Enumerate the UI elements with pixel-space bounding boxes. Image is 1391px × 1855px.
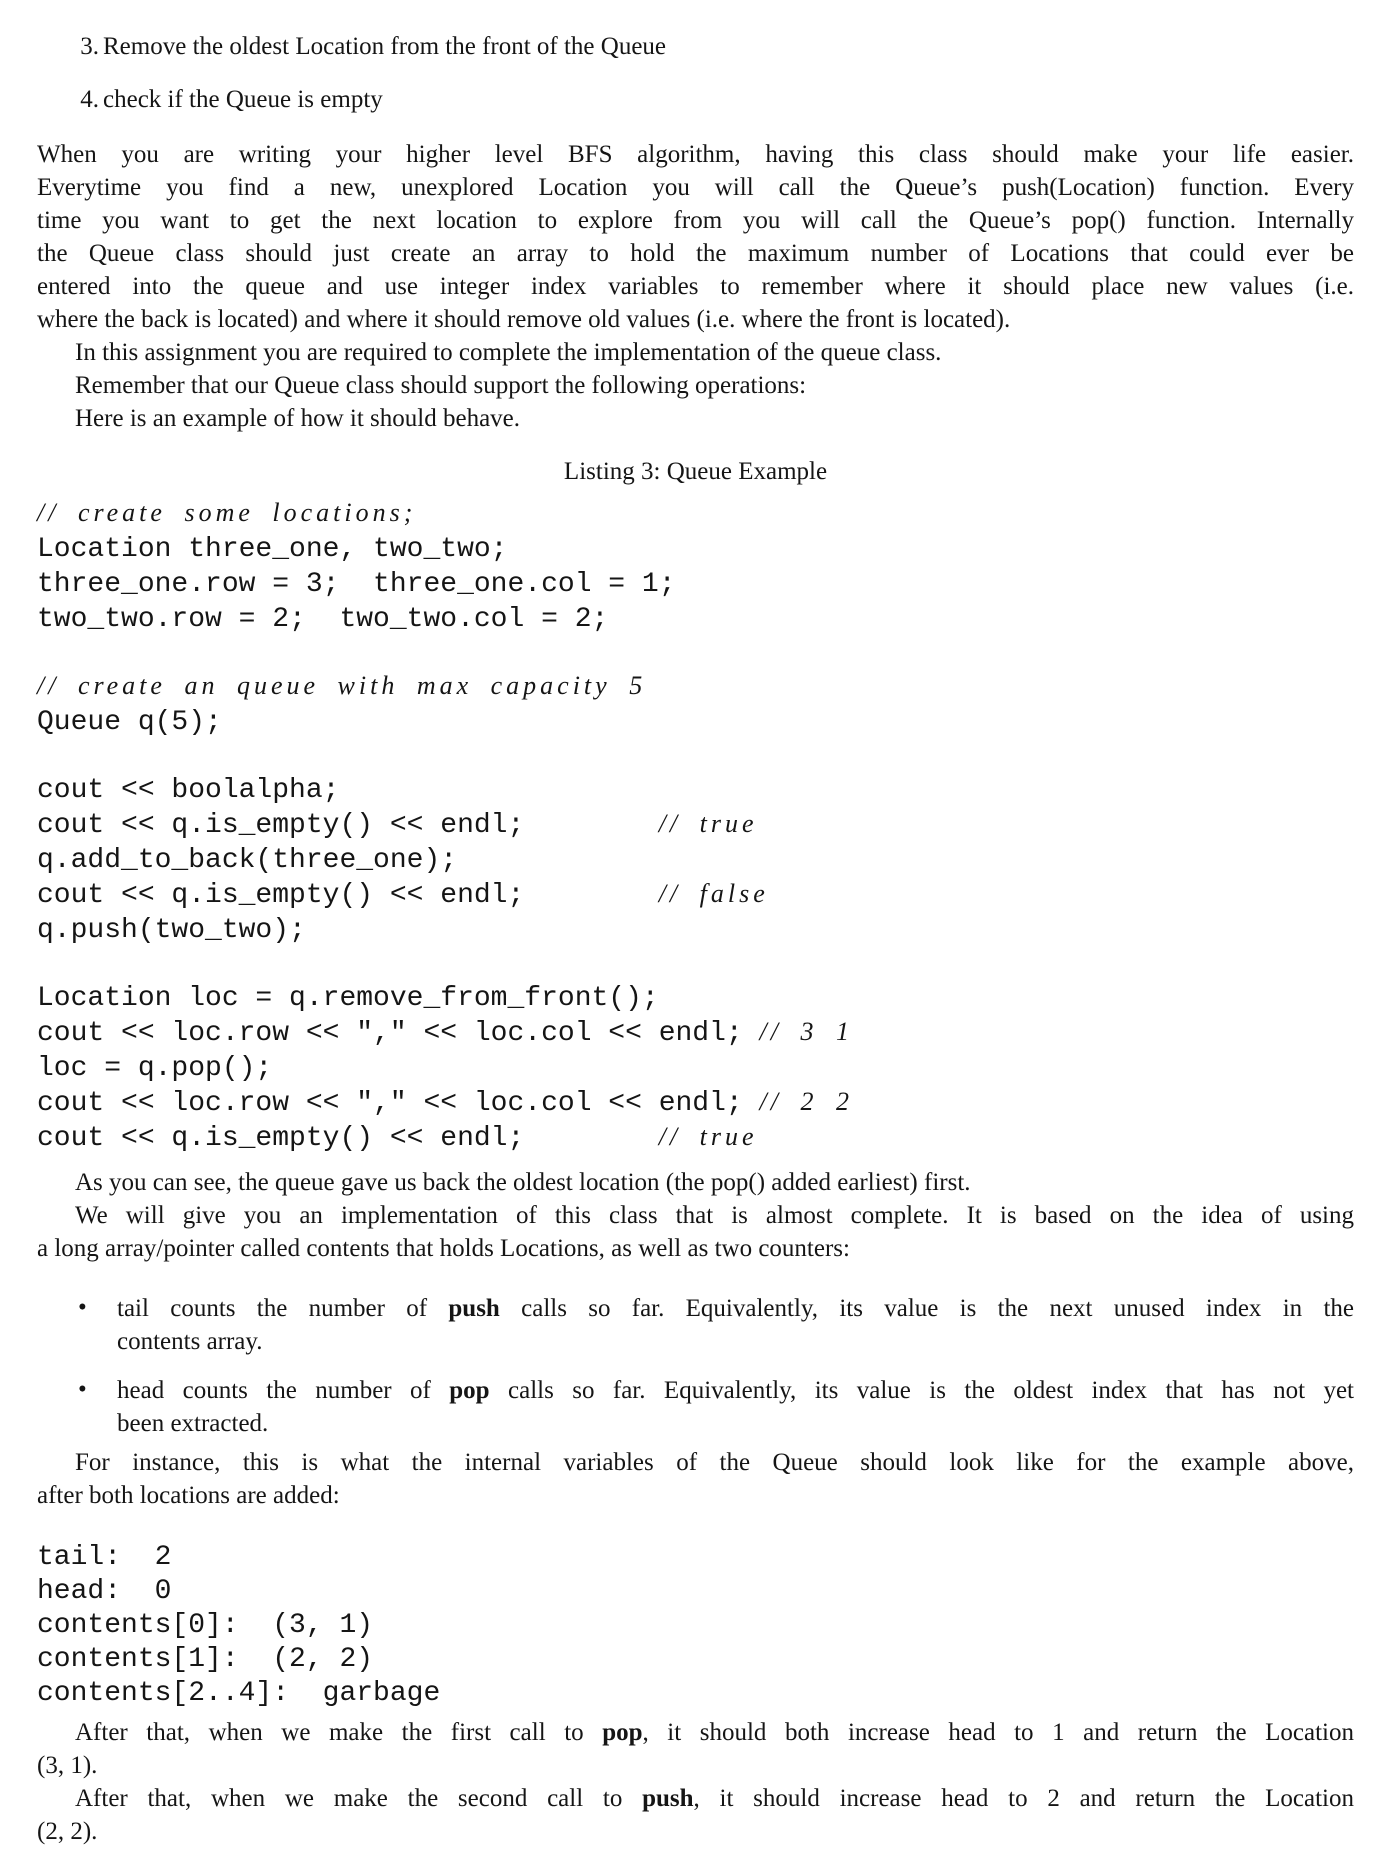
text-line: When you are writing your higher level BFS algorithm, having this class should make your life easier.	[37, 141, 1354, 168]
code-line: cout << boolalpha;	[37, 775, 340, 806]
list-item	[37, 30, 1354, 63]
code-comment: // create some locations;	[37, 498, 417, 527]
code-line	[37, 636, 1354, 669]
text-line: a long array/pointer called contents that holds Locations, as well as two counters:	[37, 1235, 850, 1262]
code-line	[37, 739, 1354, 772]
code-line: contents[1]: (2, 2)	[37, 1644, 374, 1675]
code-line	[37, 496, 1354, 531]
text-line: (2, 2).	[37, 1818, 98, 1845]
code-line: three_one.row = 3; three_one.col = 1;	[37, 569, 676, 600]
paragraph-forinstance	[37, 1446, 1354, 1512]
code-line: loc = q.pop();	[37, 1053, 273, 1084]
paragraph-example: Here is an example of how it should behave.	[75, 405, 521, 432]
code-line: q.add_to_back(three_one);	[37, 845, 458, 876]
text-line: tail counts the number of push calls so far. Equivalently, its value is the next unused index in the	[117, 1295, 1354, 1322]
keyword-push: push	[448, 1295, 500, 1322]
paragraph-after-push	[37, 1782, 1354, 1848]
text-line: After that, when we make the first call to pop, it should both increase head to 1 and return the Location	[75, 1719, 1354, 1746]
text-line: time you want to get the next location to explore from you will call the Queue’s pop() function. Internally	[37, 207, 1354, 234]
code-line	[37, 947, 1354, 980]
code-line: head: 0	[37, 1576, 172, 1607]
code-line: cout << q.is_empty() << endl; // false	[37, 879, 769, 911]
bullet-item-head	[37, 1374, 1354, 1440]
bullet-icon: •	[78, 1294, 87, 1321]
list-item-number: 3.	[80, 33, 99, 60]
code-comment: // create an queue with max capacity 5	[37, 671, 647, 700]
numbered-list	[37, 30, 1354, 116]
keyword-pop: pop	[449, 1377, 490, 1404]
bullet-list	[37, 1292, 1354, 1440]
code-comment: // 2 2	[759, 1087, 853, 1116]
bullet-item-tail	[37, 1292, 1354, 1358]
text-line: been extracted.	[117, 1410, 269, 1437]
list-item	[37, 83, 1354, 116]
text-line: For instance, this is what the internal variables of the Queue should look like for the example above,	[75, 1449, 1354, 1476]
code-comment: // true	[658, 1122, 758, 1151]
listing-caption: Listing 3: Queue Example	[563, 458, 828, 485]
paragraph-bfs-intro	[37, 138, 1354, 336]
paragraph-assignment: In this assignment you are required to complete the implementation of the queue class.	[75, 339, 942, 366]
text-line: the Queue class should just create an array to hold the maximum number of Locations that could ever be	[37, 240, 1354, 267]
code-line: Queue q(5);	[37, 707, 222, 738]
list-item-text: check if the Queue is empty	[103, 86, 383, 113]
text-line: contents array.	[117, 1328, 263, 1355]
text-line: (3, 1).	[37, 1752, 98, 1779]
code-line: tail: 2	[37, 1542, 172, 1573]
code-line: contents[0]: (3, 1)	[37, 1610, 374, 1641]
variables-listing	[37, 1540, 1354, 1710]
paragraph-remember: Remember that our Queue class should support the following operations:	[75, 372, 807, 399]
list-item-number: 4.	[80, 86, 99, 113]
code-line: Location loc = q.remove_from_front();	[37, 983, 659, 1014]
bullet-icon: •	[78, 1376, 87, 1403]
keyword-pop: pop	[602, 1719, 643, 1746]
code-comment: // 3 1	[759, 1017, 853, 1046]
code-line	[37, 669, 1354, 704]
code-line: cout << q.is_empty() << endl; // true	[37, 1122, 758, 1154]
text-line: After that, when we make the second call to push, it should increase head to 2 and return the Location	[75, 1785, 1354, 1812]
text-line: head counts the number of pop calls so far. Equivalently, its value is the oldest index that has not yet	[117, 1377, 1354, 1404]
code-line: cout << loc.row << "," << loc.col << endl; // 2 2	[37, 1087, 853, 1119]
text-line: where the back is located) and where it should remove old values (i.e. where the front is located).	[37, 306, 1011, 333]
text-line: after both locations are added:	[37, 1482, 340, 1509]
paragraph-wewill	[37, 1199, 1354, 1265]
text-line: entered into the queue and use integer index variables to remember where it should place new values (i.e.	[37, 273, 1354, 300]
code-line: two_two.row = 2; two_two.col = 2;	[37, 604, 609, 635]
code-line: q.push(two_two);	[37, 915, 306, 946]
keyword-push: push	[642, 1785, 694, 1812]
code-comment: // true	[658, 809, 758, 838]
text-line: We will give you an implementation of this class that is almost complete. It is based on the idea of using	[75, 1202, 1354, 1229]
paragraph-asyousee: As you can see, the queue gave us back the oldest location (the pop() added earliest) first.	[75, 1169, 971, 1196]
code-line: cout << loc.row << "," << loc.col << endl; // 3 1	[37, 1017, 853, 1049]
code-comment: // false	[658, 879, 769, 908]
code-line: Location three_one, two_two;	[37, 534, 508, 565]
code-listing	[37, 496, 1354, 1155]
code-line: cout << q.is_empty() << endl; // true	[37, 809, 758, 841]
code-line: contents[2..4]: garbage	[37, 1678, 441, 1709]
list-item-text: Remove the oldest Location from the front of the Queue	[103, 33, 667, 60]
text-line: Everytime you find a new, unexplored Location you will call the Queue’s push(Location) function. Every	[37, 174, 1354, 201]
paragraph-after-pop	[37, 1716, 1354, 1782]
